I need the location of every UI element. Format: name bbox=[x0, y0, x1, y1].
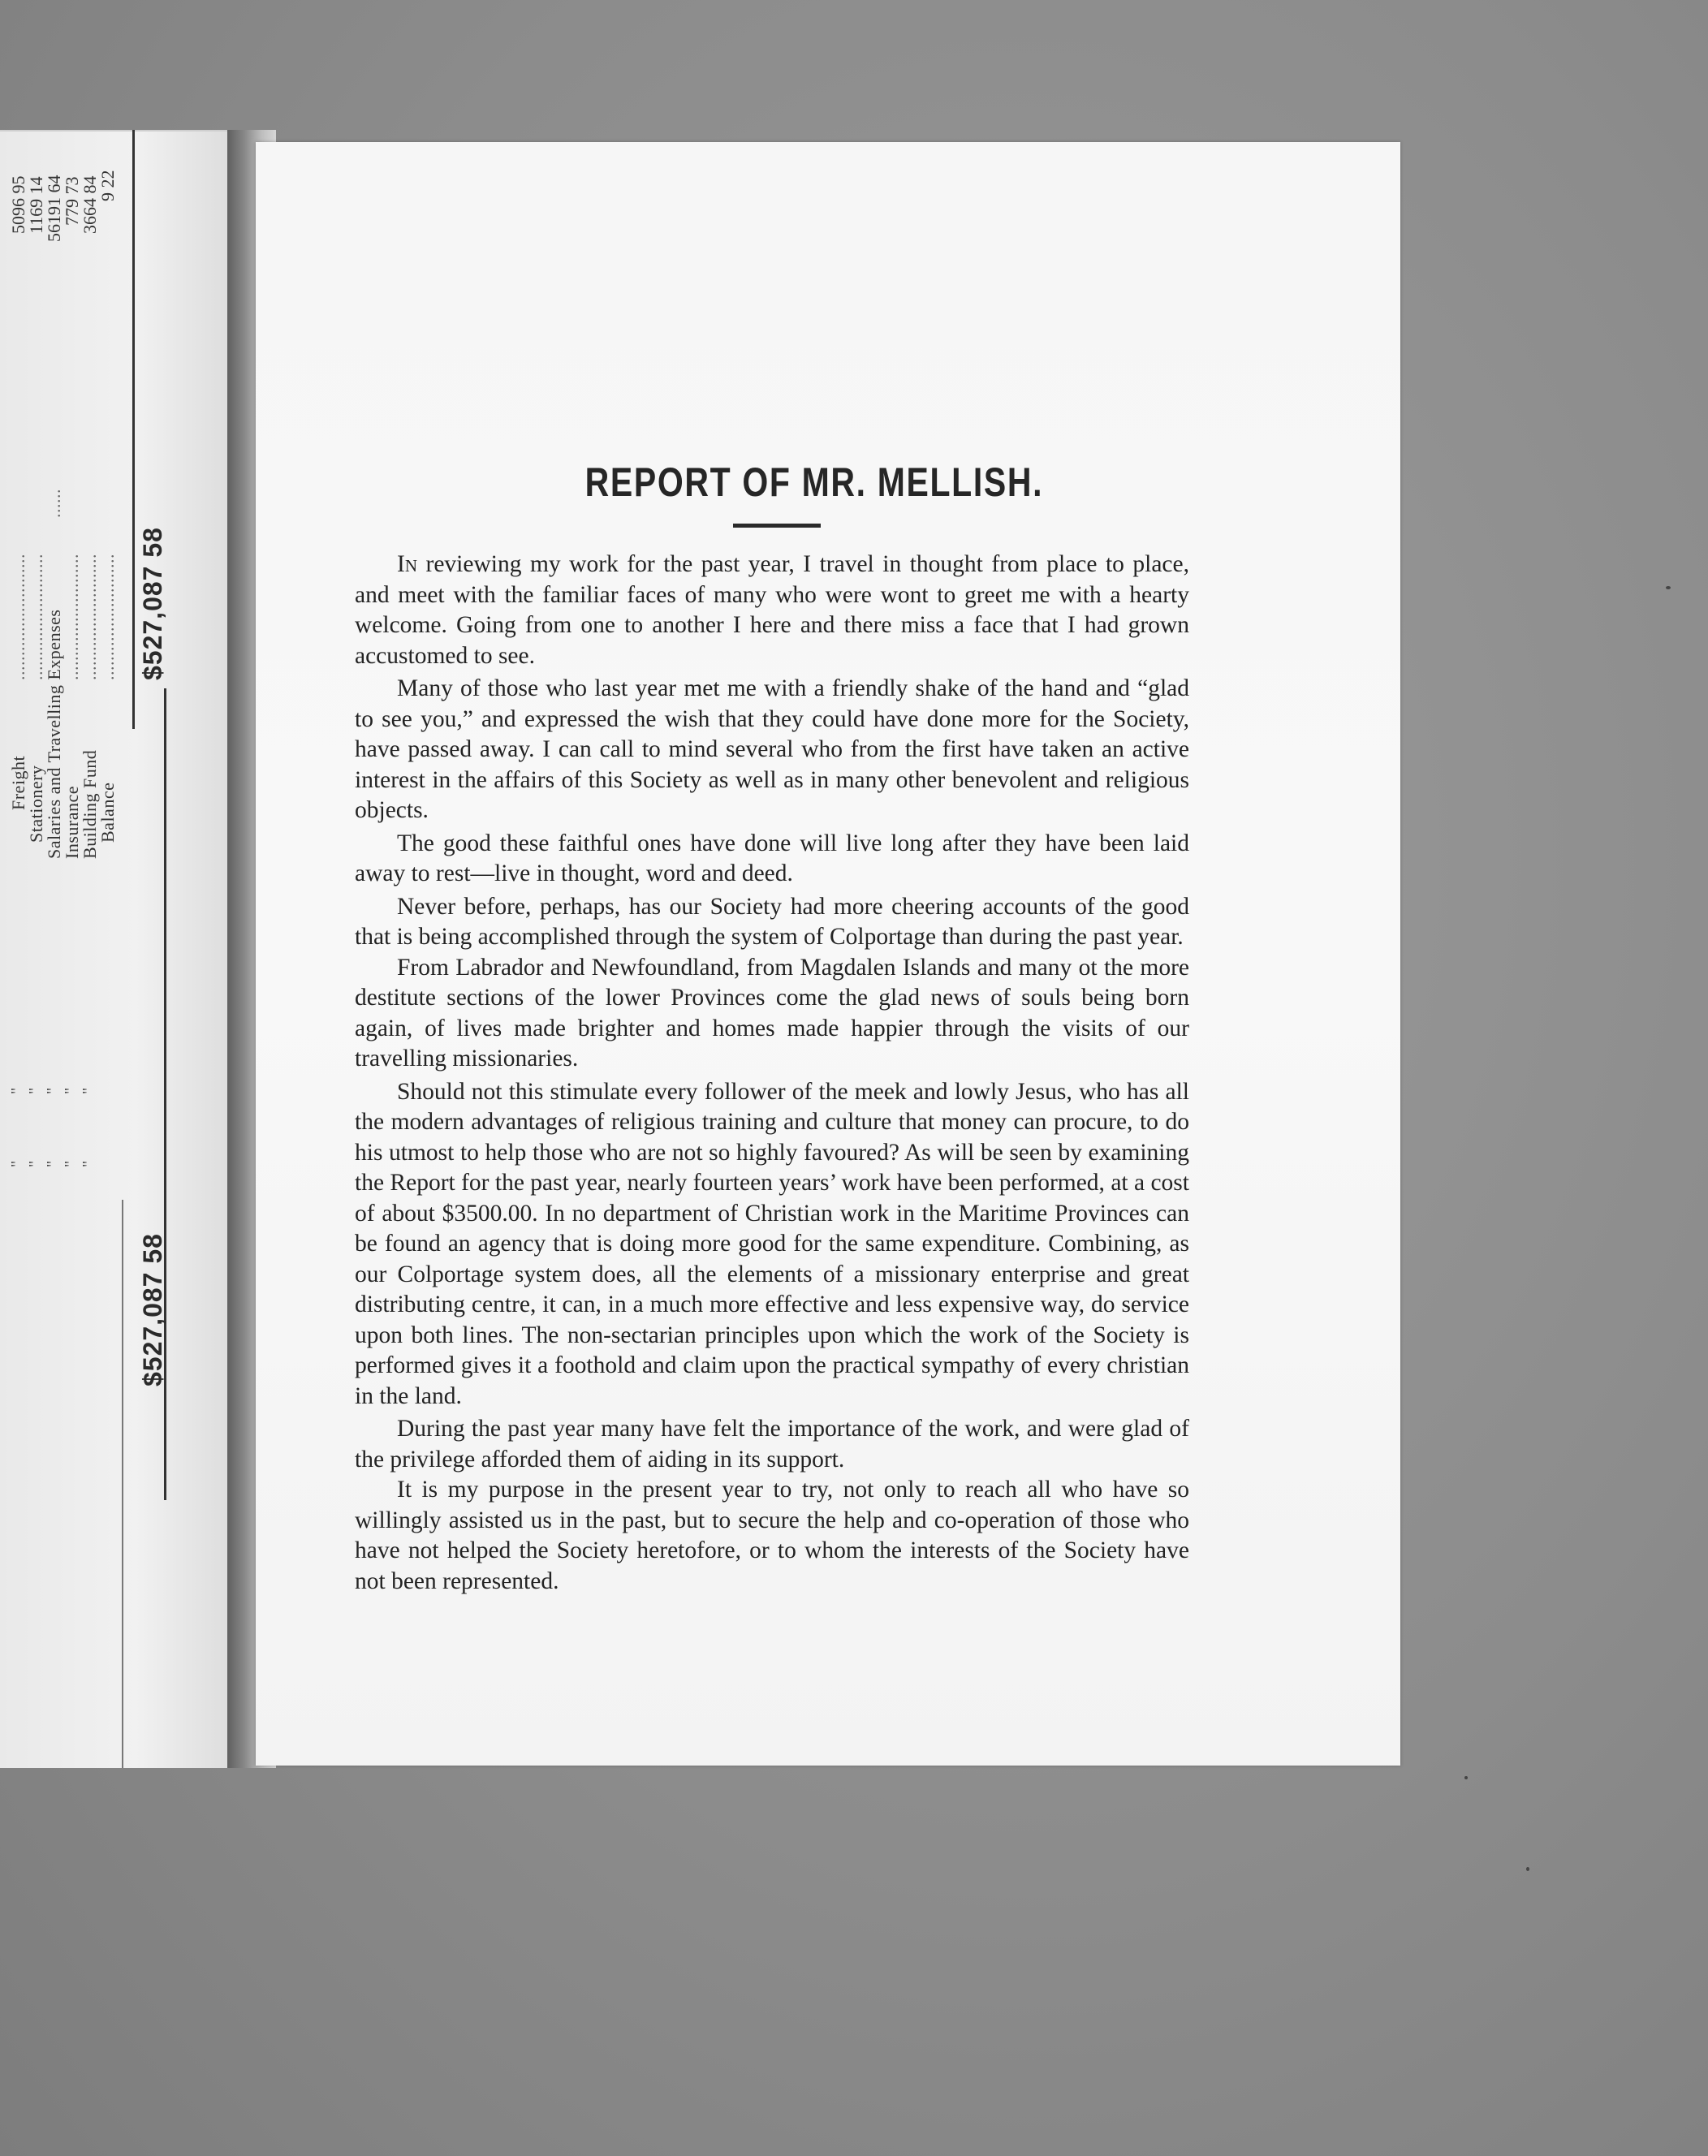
ditto-mark: " bbox=[8, 1087, 26, 1094]
ledger-amount: 1169 14 bbox=[26, 176, 46, 234]
title-divider bbox=[733, 524, 821, 528]
leader-dots: .......................... bbox=[8, 554, 28, 680]
ledger-item: Stationery bbox=[26, 765, 46, 843]
leader-dots: ...... bbox=[44, 489, 64, 518]
ditto-mark: " bbox=[44, 1087, 62, 1094]
paragraph-text: Many of those who last year met me with a friendly shake of the hand and “glad to see you,” and expressed the wish that they could have done more for the Society, have passed away. I can call to mind several who from the first have taken an active interest in the affairs of this Society as well as in many other benevolent and religious objects. bbox=[355, 675, 1189, 823]
report-paragraph bbox=[355, 674, 1189, 826]
ledger-amount: 779 73 bbox=[62, 176, 82, 226]
ledger-item: Balance bbox=[97, 782, 118, 843]
ditto-mark: " bbox=[44, 1160, 62, 1167]
leader-dots: .......................... bbox=[62, 554, 82, 680]
report-paragraph bbox=[355, 550, 1189, 671]
ledger-item: Insurance bbox=[62, 785, 82, 859]
ledger-item: Salaries and Travelling Expenses bbox=[44, 609, 64, 859]
report-body bbox=[355, 550, 1189, 1597]
ledger-rule bbox=[132, 130, 135, 729]
paragraph-text: The good these faithful ones have done will live long after they have been laid away to rest—live in thought, word and deed. bbox=[355, 830, 1189, 886]
page-title: REPORT OF MR. MELLISH. bbox=[584, 459, 1044, 505]
ditto-mark: " bbox=[80, 1160, 97, 1167]
report-page bbox=[256, 142, 1400, 1766]
ledger-amount: 56191 64 bbox=[44, 175, 64, 242]
ledger-total: $527,087 58 bbox=[138, 527, 167, 680]
leader-dots: .......................... bbox=[97, 554, 118, 680]
report-paragraph bbox=[355, 953, 1189, 1075]
scan-speck bbox=[1526, 1867, 1529, 1871]
ledger-amount: 3664 84 bbox=[80, 175, 100, 234]
ditto-mark: " bbox=[26, 1160, 44, 1167]
ledger-total: $527,087 58 bbox=[138, 1233, 167, 1386]
left-facing-page bbox=[0, 130, 227, 1768]
ledger-rotated-block bbox=[0, 130, 227, 1768]
paragraph-text: It is my purpose in the present year to try, not only to reach all who have so willingly assisted us in the past, but to secure the help and co-operation of those who have not helped the Society heretofore, or to whom the interests of the Society have not been represented. bbox=[355, 1477, 1189, 1594]
ledger-rule bbox=[122, 1200, 123, 1768]
report-paragraph bbox=[355, 1414, 1189, 1475]
paragraph-text: During the past year many have felt the importance of the work, and were glad of the privilege afforded them of aiding in its support. bbox=[355, 1416, 1189, 1473]
report-paragraph bbox=[355, 1475, 1189, 1597]
paragraph-text: Should not this stimulate every follower of the meek and lowly Jesus, who has all the modern advantages of religious training and culture that money can procure, to do his utmost to help those who are not so highly favoured? As will be seen by examining the Report for the past year, nearly fourteen years’ work have been performed, at a cost of about $3500.00. In no department of Christian work in the Maritime Provinces can be found an agency that is doing more good for the same expenditure. Combining, as our Colportage system does, all the elements of a missionary enterprise and great distributing centre, it can, in a much more effective and less expensive way, do service upon both lines. The non-sectarian principles upon which the work of the Society is performed gives it a foothold and claim upon the practical sympathy of every christian in the land. bbox=[355, 1078, 1189, 1409]
ledger-item: Freight bbox=[8, 755, 28, 810]
ditto-mark: " bbox=[62, 1087, 80, 1094]
scan-speck bbox=[1666, 586, 1671, 589]
ditto-mark: " bbox=[8, 1160, 26, 1167]
scan-speck bbox=[1464, 1776, 1468, 1779]
report-paragraph bbox=[355, 1077, 1189, 1412]
paragraph-text: reviewing my work for the past year, I travel in thought from place to place, and meet with the familiar faces of many who were wont to greet me with a hearty welcome. Going from one to another I here and there miss a face that I had grown accustomed to see. bbox=[355, 551, 1189, 669]
ditto-mark: " bbox=[26, 1087, 44, 1094]
paragraph-text: From Labrador and Newfoundland, from Magdalen Islands and many ot the more destitute sections of the lower Provinces come the glad news of souls being born again, of lives made brighter and homes made happier through the visits of our travelling missionaries. bbox=[355, 954, 1189, 1072]
leader-dots: .......................... bbox=[80, 554, 100, 680]
ledger-amount: 5096 95 bbox=[8, 175, 28, 234]
ledger-item: Building Fund bbox=[80, 749, 100, 859]
ditto-mark: " bbox=[62, 1160, 80, 1167]
ledger-amount: 9 22 bbox=[97, 170, 118, 201]
report-paragraph bbox=[355, 892, 1189, 953]
ditto-mark: " bbox=[80, 1087, 97, 1094]
drop-lead: In bbox=[397, 551, 417, 577]
leader-dots: .......................... bbox=[26, 554, 46, 680]
report-paragraph bbox=[355, 829, 1189, 890]
paragraph-text: Never before, perhaps, has our Society had more cheering accounts of the good that is being accomplished through the system of Colportage than during the past year. bbox=[355, 893, 1189, 950]
